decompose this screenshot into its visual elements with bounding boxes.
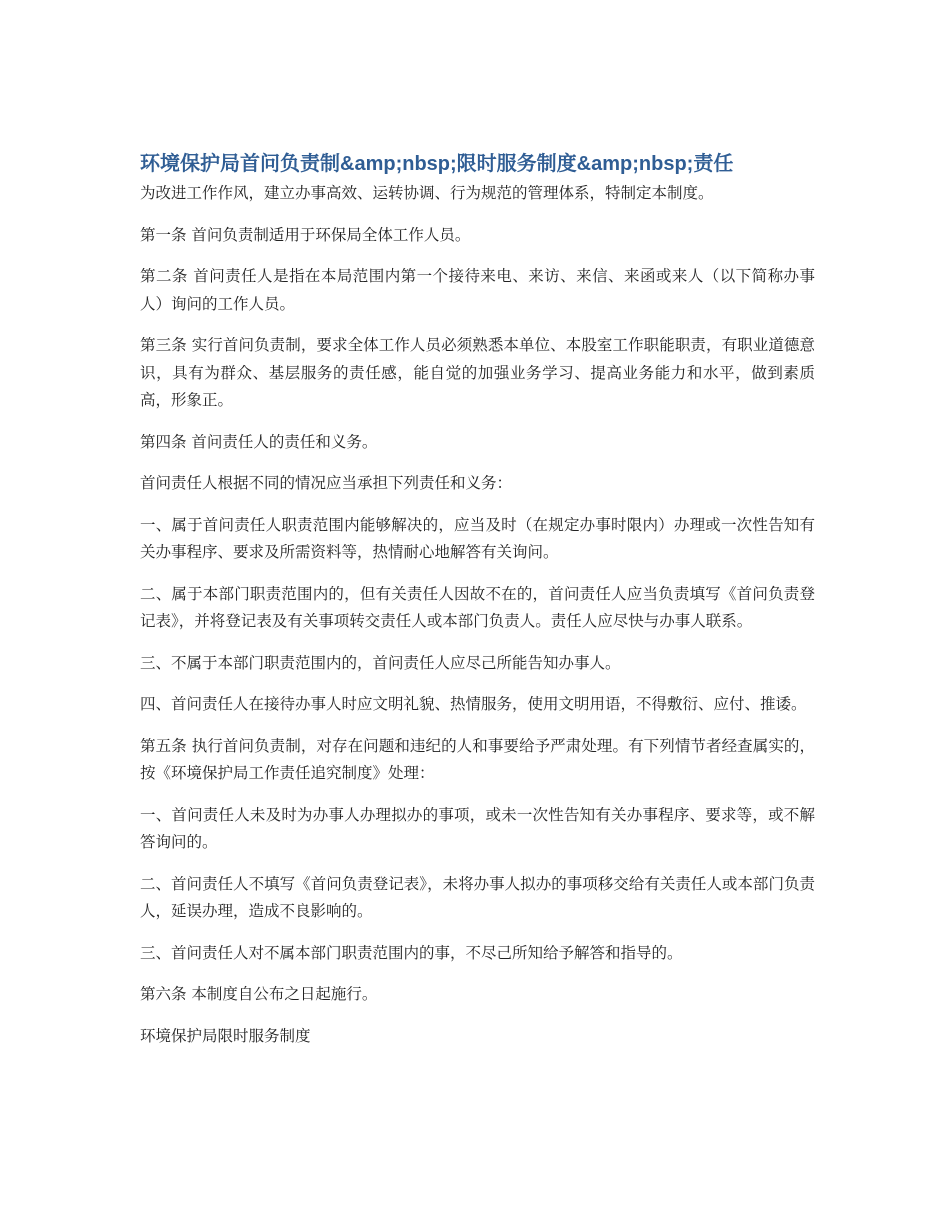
- article-5-paragraph: 第五条 执行首问负责制，对存在问题和违纪的人和事要给予严肃处理。有下列情节者经查属实的，按《环境保护局工作责任追究制度》处理：: [140, 736, 815, 782]
- intro-paragraph: 为改进工作作风，建立办事高效、运转协调、行为规范的管理体系，特制定本制度。: [140, 184, 714, 202]
- document-page: [140, 150, 815, 1064]
- article-4-item-2: 二、属于本部门职责范围内的，但有关责任人因故不在的，首问责任人应当负责填写《首问负责登记表》，并将登记表及有关事项转交责任人或本部门负责人。责任人应尽快与办事人联系。: [140, 584, 815, 630]
- article-4-lead-paragraph: 首问责任人根据不同的情况应当承担下列责任和义务：: [140, 474, 513, 492]
- article-3-paragraph: 第三条 实行首问负责制，要求全体工作人员必须熟悉本单位、本股室工作职能职责，有职业道德意识，具有为群众、基层服务的责任感，能自觉的加强业务学习、提高业务能力和水平，做到素质高，形象正。: [140, 336, 815, 409]
- article-5-item-2: 二、首问责任人不填写《首问负责登记表》，未将办事人拟办的事项移交给有关责任人或本部门负责人，延误办理，造成不良影响的。: [140, 874, 815, 920]
- article-4-item-1: 一、属于首问责任人职责范围内能够解决的，应当及时（在规定办事时限内）办理或一次性告知有关办事程序、要求及所需资料等，热情耐心地解答有关询问。: [140, 515, 815, 561]
- article-2-paragraph: 第二条 首问责任人是指在本局范围内第一个接待来电、来访、来信、来函或来人（以下简称办事人）询问的工作人员。: [140, 267, 815, 313]
- section-heading-time-limit: 环境保护局限时服务制度: [140, 1026, 311, 1045]
- article-4-paragraph: 第四条 首问责任人的责任和义务。: [140, 432, 378, 451]
- article-5-item-3: 三、首问责任人对不属本部门职责范围内的事，不尽己所知给予解答和指导的。: [140, 943, 683, 962]
- article-1-paragraph: 第一条 首问负责制适用于环保局全体工作人员。: [140, 225, 471, 244]
- article-4-item-3: 三、不属于本部门职责范围内的，首问责任人应尽己所能告知办事人。: [140, 653, 621, 672]
- article-5-item-1: 一、首问责任人未及时为办事人办理拟办的事项，或未一次性告知有关办事程序、要求等，或不解答询问的。: [140, 805, 815, 851]
- article-4-item-4: 四、首问责任人在接待办事人时应文明礼貌、热情服务，使用文明用语，不得敷衍、应付、推诿。: [140, 695, 807, 713]
- document-title: 环境保护局首问负责制&amp;nbsp;限时服务制度&amp;nbsp;责任: [140, 153, 734, 175]
- article-6-paragraph: 第六条 本制度自公布之日起施行。: [140, 985, 378, 1003]
